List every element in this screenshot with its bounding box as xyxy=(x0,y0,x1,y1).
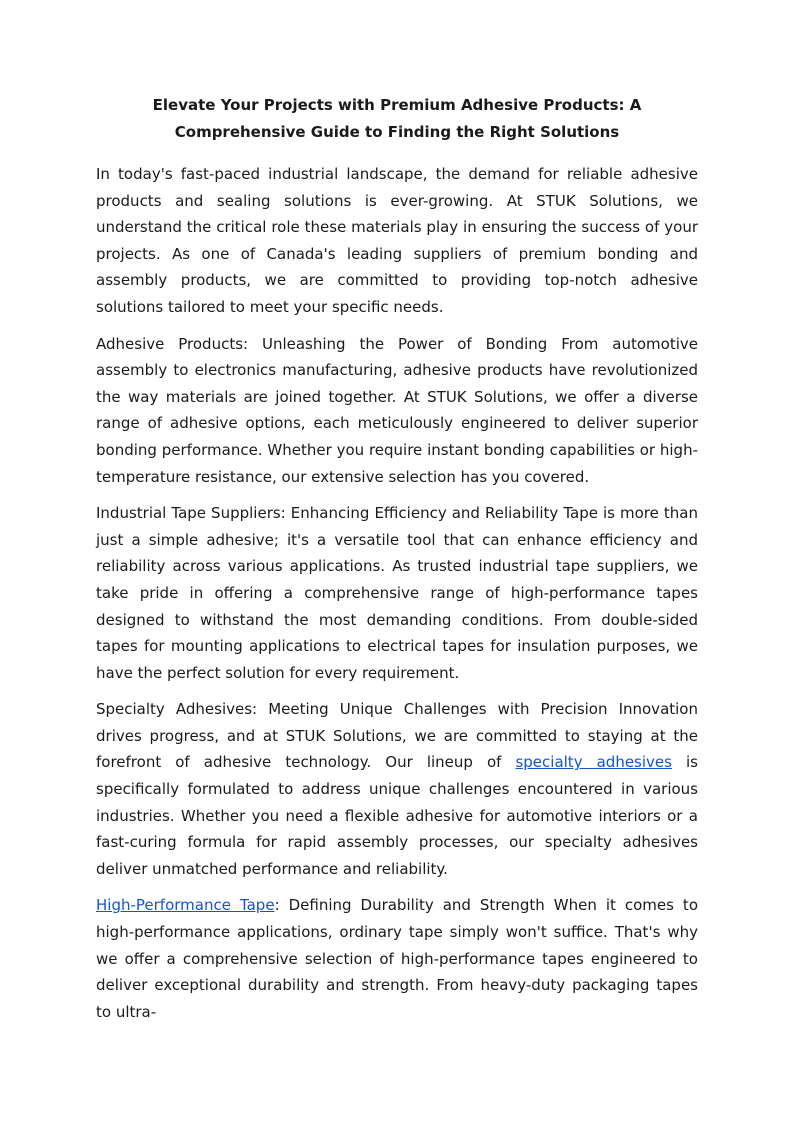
paragraph-text: is specifically formulated to address unique challenges encountered in various industries. Whether you need a flexible adhesive for automotive interiors or a fast-curing formula for rapid assembly processes, our specialty adhesives deliver unmatched performance and reliability. xyxy=(96,753,698,878)
paragraph-text: Specialty Adhesives: Meeting Unique Challenges with Precision Innovation drives progress, and at STUK Solutions, we are committed to staying at the forefront of adhesive technology. Our lineup of xyxy=(96,700,698,772)
paragraph-specialty-adhesives xyxy=(96,696,698,882)
document-title xyxy=(96,92,698,145)
paragraph-high-performance-tape xyxy=(96,892,698,1025)
document-title-line2: Comprehensive Guide to Finding the Right Solutions xyxy=(174,122,620,141)
paragraph-industrial-tape: Industrial Tape Suppliers: Enhancing Efficiency and Reliability Tape is more than just a simple adhesive; it's a versatile tool that can enhance efficiency and reliability across various applications. As trusted industrial tape suppliers, we take pride in offering a comprehensive range of high-performance tapes designed to withstand the most demanding conditions. From double-sided tapes for mounting applications to electrical tapes for insulation purposes, we have the perfect solution for every requirement. xyxy=(96,504,698,682)
document-title-line1: Elevate Your Projects with Premium Adhesive Products: A xyxy=(152,96,642,114)
paragraph-adhesive-products: Adhesive Products: Unleashing the Power of Bonding From automotive assembly to electronics manufacturing, adhesive products have revolutionized the way materials are joined together. At STUK Solutions, we offer a diverse range of adhesive options, each meticulously engineered to deliver superior bonding performance. Whether you require instant bonding capabilities or high-temperature resistance, our extensive selection has you covered. xyxy=(96,334,698,486)
high-performance-tape-link[interactable]: High-Performance Tape xyxy=(96,896,275,915)
paragraph-text: : Defining Durability and Strength When it comes to high-performance applications, ordinary tape simply won't suffice. That's why we offer a comprehensive selection of high-performance tapes engineered to deliver exceptional durability and strength. From heavy-duty packaging tapes to ultra- xyxy=(96,896,698,1021)
document-page xyxy=(96,92,698,1035)
specialty-adhesives-link[interactable]: specialty adhesives xyxy=(515,753,672,772)
paragraph-intro: In today's fast-paced industrial landscape, the demand for reliable adhesive products and sealing solutions is ever-growing. At STUK Solutions, we understand the critical role these materials play in ensuring the success of your projects. As one of Canada's leading suppliers of premium bonding and assembly products, we are committed to providing top-notch adhesive solutions tailored to meet your specific needs. xyxy=(96,165,698,316)
